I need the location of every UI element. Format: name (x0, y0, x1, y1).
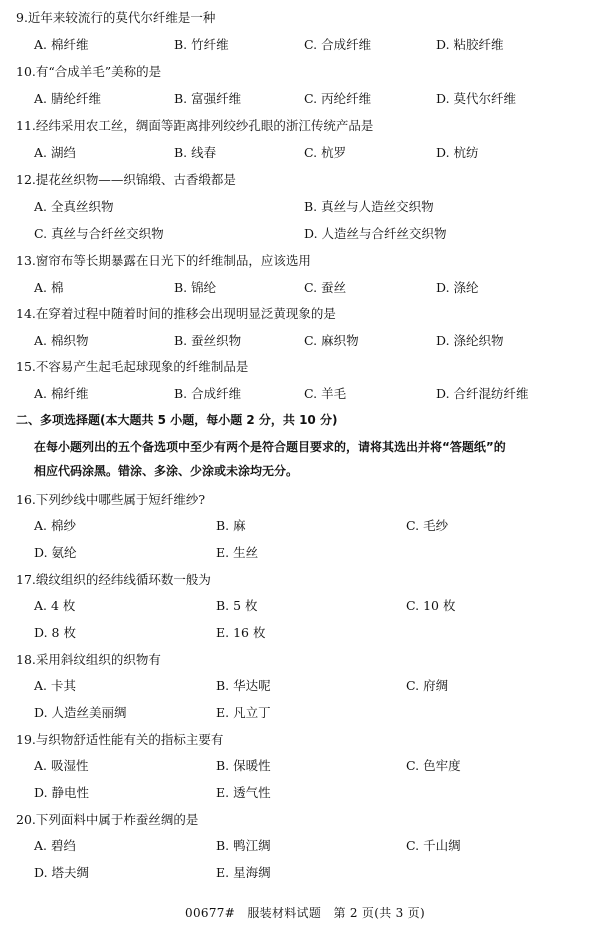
question-16-options-row1 (34, 518, 594, 534)
option: D. 杭纺 (436, 145, 479, 160)
option: C. 羊毛 (304, 386, 347, 401)
option: A. 卡其 (34, 678, 76, 693)
question-16-options-row2 (34, 545, 594, 561)
option: B. 合成纤维 (174, 386, 242, 401)
option: D. 氨纶 (34, 545, 77, 560)
option: A. 腈纶纤维 (34, 91, 101, 106)
question-9-stem: 9.近年来较流行的莫代尔纤维是一种 (16, 10, 216, 25)
option: D. 莫代尔纤维 (436, 91, 517, 106)
question-12-stem: 12.提花丝织物——织锦缎、古香缎都是 (16, 172, 236, 187)
option: C. 10 枚 (406, 598, 456, 613)
option: B. 鸭江绸 (216, 838, 271, 853)
option: E. 凡立丁 (216, 705, 271, 720)
option: C. 毛纱 (406, 518, 449, 533)
question-16-stem: 16.下列纱线中哪些属于短纤维纱? (16, 492, 206, 507)
option: B. 富强纤维 (174, 91, 242, 106)
option: A. 湖绉 (34, 145, 76, 160)
option: C. 千山绸 (406, 838, 461, 853)
option: D. 8 枚 (34, 625, 76, 640)
page-footer: 00677# 服装材料试题 第 2 页(共 3 页) (185, 906, 425, 920)
option: A. 棉纱 (34, 518, 76, 533)
option: D. 人造丝美丽绸 (34, 705, 127, 720)
option: D. 合纤混纺纤维 (436, 386, 529, 401)
question-10-options (34, 91, 594, 107)
question-10-stem: 10.有“合成羊毛”美称的是 (16, 64, 162, 79)
question-17-stem: 17.缎纹组织的经纬线循环数一般为 (16, 572, 211, 587)
option: A. 碧绉 (34, 838, 76, 853)
question-17-options-row2 (34, 625, 594, 641)
option: C. 府绸 (406, 678, 449, 693)
question-19-stem: 19.与织物舒适性能有关的指标主要有 (16, 732, 224, 747)
question-13-stem: 13.窗帘布等长期暴露在日光下的纤维制品，应该选用 (16, 253, 311, 268)
option: B. 保暖性 (216, 758, 271, 773)
option: E. 星海绸 (216, 865, 271, 880)
question-20-options-row2 (34, 865, 594, 881)
question-18-stem: 18.采用斜纹组织的织物有 (16, 652, 161, 667)
option: A. 吸湿性 (34, 758, 89, 773)
question-19-options-row1 (34, 758, 594, 774)
option: A. 全真丝织物 (34, 199, 114, 214)
option: C. 蚕丝 (304, 280, 347, 295)
option: A. 棉纤维 (34, 37, 89, 52)
option: E. 生丝 (216, 545, 259, 560)
question-13-options (34, 280, 594, 296)
question-17-options-row1 (34, 598, 594, 614)
option: C. 合成纤维 (304, 37, 372, 52)
option: B. 5 枚 (216, 598, 258, 613)
option: D. 塔夫绸 (34, 865, 90, 880)
option: D. 静电性 (34, 785, 90, 800)
option: E. 透气性 (216, 785, 271, 800)
question-11-stem: 11.经纬采用农工丝，绸面等距离排列绞纱孔眼的浙江传统产品是 (16, 118, 374, 133)
option: D. 人造丝与合纤丝交织物 (304, 226, 447, 241)
question-15-stem: 15.不容易产生起毛起球现象的纤维制品是 (16, 359, 249, 374)
option: C. 麻织物 (304, 333, 359, 348)
question-14-options (34, 333, 594, 349)
option: D. 粘胶纤维 (436, 37, 504, 52)
option: B. 华达呢 (216, 678, 271, 693)
question-12-options-row2 (34, 226, 594, 242)
option: B. 真丝与人造丝交织物 (304, 199, 434, 214)
question-11-options (34, 145, 594, 161)
option: C. 杭罗 (304, 145, 347, 160)
instructions-line-1: 在每小题列出的五个备选项中至少有两个是符合题目要求的，请将其选出并将“答题纸”的 (34, 440, 506, 454)
instructions-line-2: 相应代码涂黑。错涂、多涂、少涂或未涂均无分。 (34, 464, 299, 478)
option: A. 棉纤维 (34, 386, 89, 401)
option: E. 16 枚 (216, 625, 266, 640)
question-20-options-row1 (34, 838, 594, 854)
question-15-options (34, 386, 594, 402)
option: C. 色牢度 (406, 758, 461, 773)
option: B. 竹纤维 (174, 37, 229, 52)
option: B. 麻 (216, 518, 246, 533)
option: A. 棉织物 (34, 333, 89, 348)
option: A. 4 枚 (34, 598, 76, 613)
option: C. 真丝与合纤丝交织物 (34, 226, 164, 241)
option: C. 丙纶纤维 (304, 91, 372, 106)
question-12-options-row1 (34, 199, 594, 215)
question-9-options (34, 37, 594, 53)
question-18-options-row2 (34, 705, 594, 721)
section-title: 二、多项选择题(本大题共 5 小题，每小题 2 分，共 10 分) (16, 413, 338, 427)
question-19-options-row2 (34, 785, 594, 801)
option: D. 涤纶 (436, 280, 479, 295)
question-20-stem: 20.下列面料中属于柞蚕丝绸的是 (16, 812, 199, 827)
option: A. 棉 (34, 280, 64, 295)
option: B. 蚕丝织物 (174, 333, 242, 348)
option: D. 涤纶织物 (436, 333, 504, 348)
option: B. 锦纶 (174, 280, 217, 295)
question-18-options-row1 (34, 678, 594, 694)
question-14-stem: 14.在穿着过程中随着时间的推移会出现明显泛黄现象的是 (16, 306, 336, 321)
option: B. 线春 (174, 145, 217, 160)
